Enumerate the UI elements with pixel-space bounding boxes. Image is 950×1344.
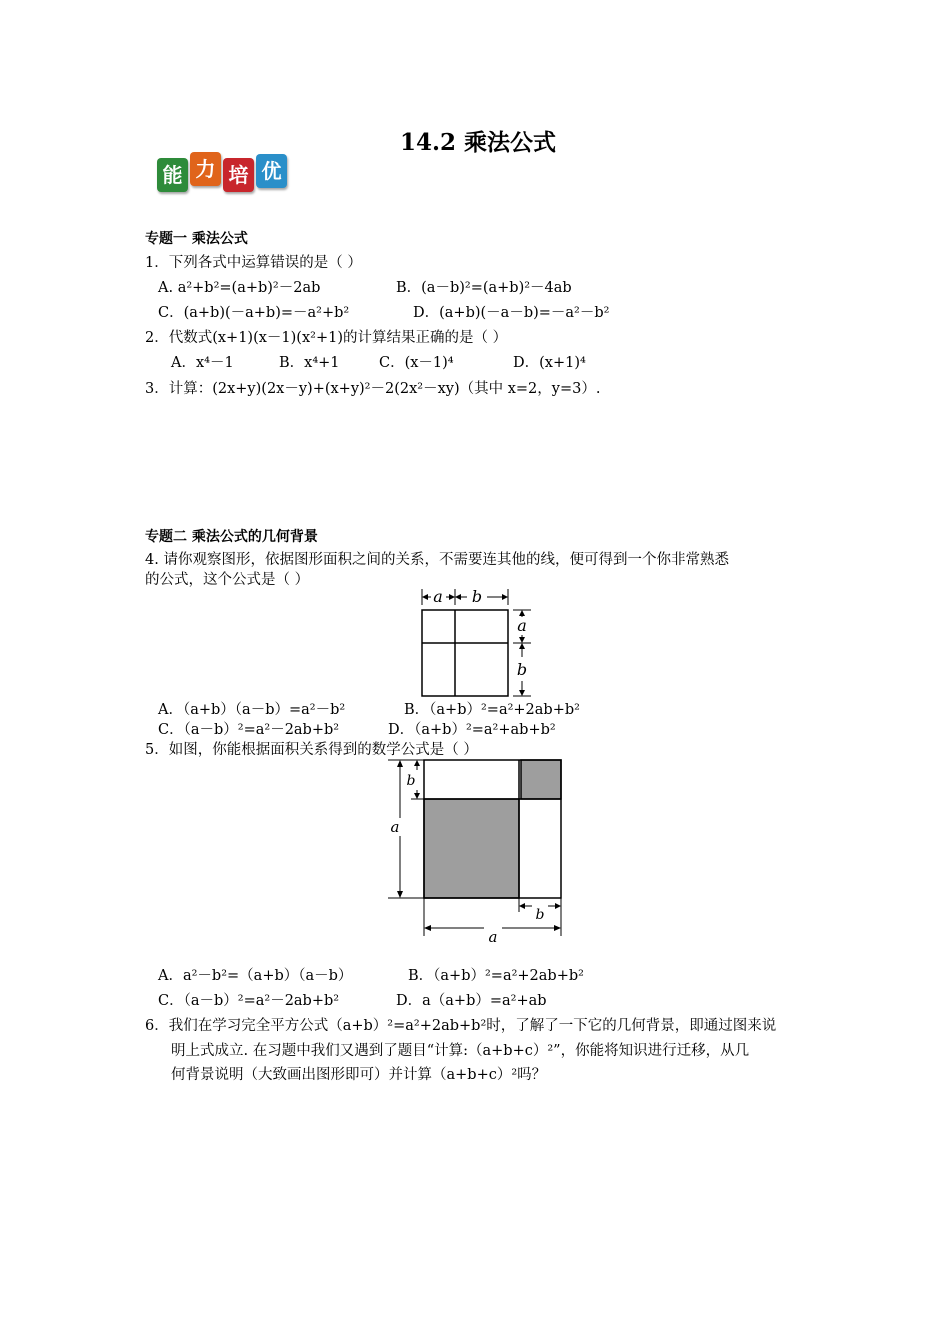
badge-tile-3: 培 bbox=[223, 158, 254, 192]
question-5-option-b: B．（a+b）²=a²+2ab+b² bbox=[408, 968, 584, 984]
question-5-option-d: D．a（a+b）=a²+ab bbox=[396, 993, 547, 1009]
question-4-option-a: A．（a+b）（a－b）=a²－b² bbox=[158, 702, 346, 718]
question-4-option-c: C．（a－b）²=a²－2ab+b² bbox=[158, 722, 340, 738]
question-2-option-a: A．x⁴－1 bbox=[171, 355, 234, 371]
question-5-fig-label-a-left: a bbox=[390, 818, 400, 836]
question-2-stem: 2．代数式(x+1)(x－1)(x²+1)的计算结果正确的是（ ） bbox=[145, 330, 508, 346]
badge-tile-4: 优 bbox=[256, 154, 287, 188]
question-2-option-c: C．(x－1)⁴ bbox=[379, 355, 454, 371]
question-4-fig-label-a-side: a bbox=[517, 616, 527, 635]
section-heading-2: 专题二 乘法公式的几何背景 bbox=[145, 529, 318, 545]
question-1-option-d: D．(a+b)(－a－b)=－a²－b² bbox=[413, 305, 610, 321]
question-5-stem: 5．如图，你能根据面积关系得到的数学公式是（ ） bbox=[145, 742, 478, 758]
question-4-stem-line-2: 的公式，这个公式是（ ） bbox=[145, 572, 310, 588]
badge-tile-1: 能 bbox=[157, 158, 188, 192]
question-4-fig-label-b-side: b bbox=[516, 660, 528, 679]
question-6-line-1: 6．我们在学习完全平方公式（a+b）²=a²+2ab+b²时，了解了一下它的几何背景，即通过图来说 bbox=[145, 1018, 777, 1034]
question-5-fig-label-b-left: b bbox=[406, 773, 416, 789]
question-4-square-figure bbox=[419, 585, 539, 703]
question-2-option-b: B．x⁴+1 bbox=[279, 355, 340, 371]
question-2-option-d: D．(x+1)⁴ bbox=[513, 355, 586, 371]
question-1-option-b: B．(a－b)²=(a+b)²－4ab bbox=[396, 280, 572, 296]
question-5-option-c: C．（a－b）²=a²－2ab+b² bbox=[158, 993, 340, 1009]
badge-tile-2: 力 bbox=[190, 152, 221, 186]
question-4-option-b: B．（a+b）²=a²+2ab+b² bbox=[404, 702, 580, 718]
question-4-fig-label-a-top: a bbox=[433, 587, 443, 606]
question-5-option-a: A．a²－b²=（a+b）（a－b） bbox=[158, 968, 353, 984]
question-5-square-figure bbox=[386, 756, 568, 944]
page-title: 14.2 乘法公式 bbox=[400, 129, 557, 156]
ability-badge-logo bbox=[157, 152, 291, 196]
question-1-option-a: A. a²+b²=(a+b)²－2ab bbox=[158, 280, 321, 296]
question-1-option-c: C．(a+b)(－a+b)=－a²+b² bbox=[158, 305, 350, 321]
question-4-fig-label-b-top: b bbox=[471, 587, 483, 606]
question-6-line-2: 明上式成立. 在习题中我们又遇到了题目“计算:（a+b+c）²”，你能将知识进行迁移，从几 bbox=[171, 1043, 750, 1059]
section-heading-1: 专题一 乘法公式 bbox=[145, 231, 248, 247]
question-5-fig-label-a-bottom: a bbox=[488, 928, 498, 944]
question-1-stem: 1．下列各式中运算错误的是（ ） bbox=[145, 255, 362, 271]
question-4-option-d: D．（a+b）²=a²+ab+b² bbox=[388, 722, 556, 738]
question-5-fig-label-b-bottom: b bbox=[535, 907, 545, 923]
question-3: 3．计算：(2x+y)(2x－y)+(x+y)²－2(2x²－xy)（其中 x=2，y=3）. bbox=[145, 381, 601, 397]
question-4-stem-line-1: 4. 请你观察图形，依据图形面积之间的关系，不需要连其他的线，便可得到一个你非常熟悉 bbox=[145, 552, 729, 568]
question-6-line-3: 何背景说明（大致画出图形即可）并计算（a+b+c）²吗？ bbox=[171, 1067, 547, 1083]
